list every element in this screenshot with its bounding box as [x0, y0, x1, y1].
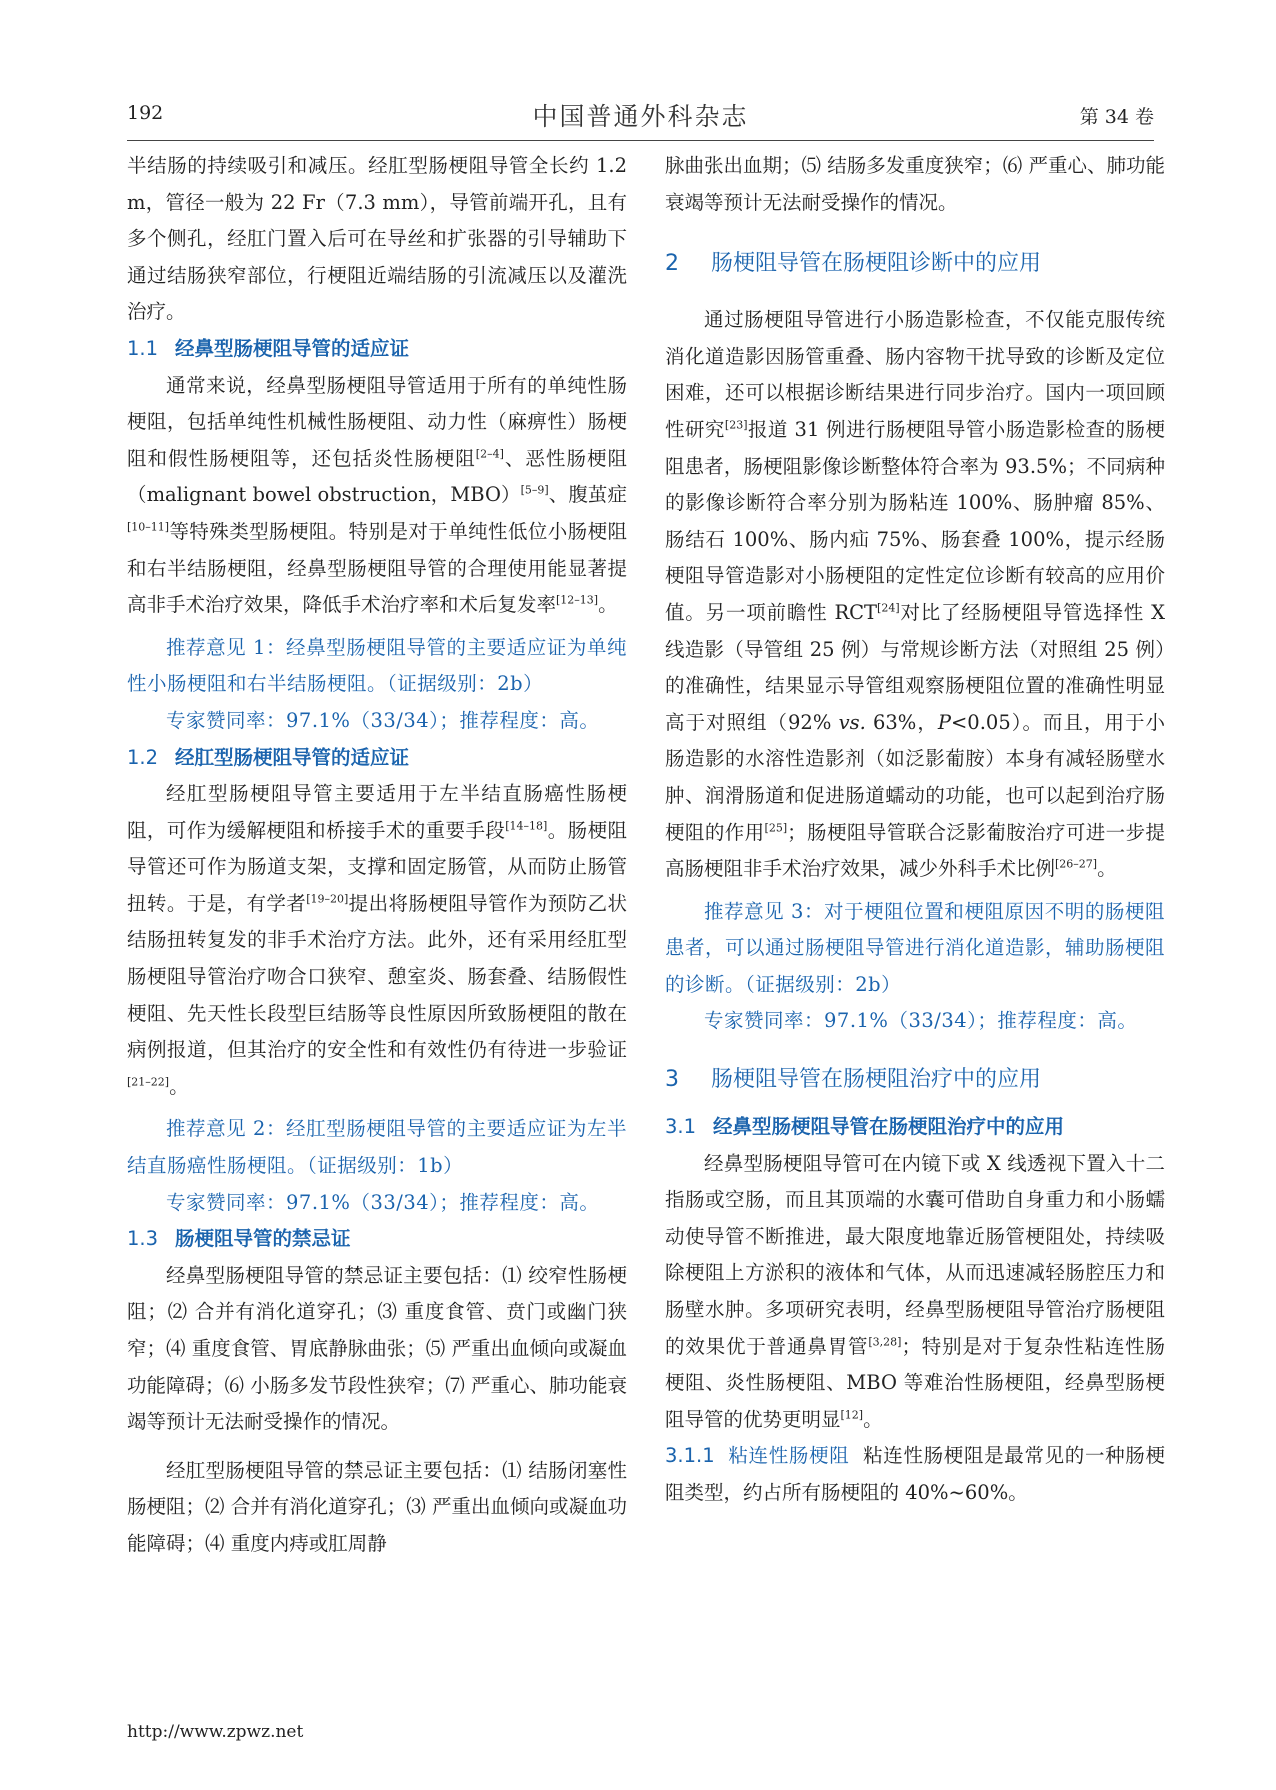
section-number: 3.1.1	[665, 1444, 715, 1468]
section-number: 1.1	[127, 336, 159, 360]
text-run: 。	[169, 1074, 189, 1098]
text-run: ；肠梗阻导管联合泛影葡胺治疗可进一步提高肠梗阻非手术治疗效果，减少外科手术比例	[665, 820, 1165, 881]
citation: [2–4]	[475, 447, 504, 461]
section-title: 经鼻型肠梗阻导管的适应证	[175, 336, 410, 360]
text-run: 。	[598, 593, 618, 617]
paragraph-continued: 脉曲张出血期；⑸ 结肠多发重度狭窄；⑹ 严重心、肺功能衰竭等预计无法耐受操作的情况。	[665, 154, 1165, 214]
recommendation-2-vote: 专家赞同率：97.1%（33/34）；推荐程度：高。	[166, 1190, 600, 1214]
paragraph	[665, 302, 1165, 888]
recommendation-2: 推荐意见 2：经肛型肠梗阻导管的主要适应证为左半结直肠癌性肠梗阻。（证据级别：1b）	[127, 1117, 627, 1178]
text-run: 。	[863, 1407, 883, 1431]
text-run: P	[937, 710, 951, 734]
text-run: 、腹茧症	[548, 483, 627, 507]
section-heading-1-2	[127, 740, 627, 777]
text-run: 报道 31 例进行肠梗阻导管小肠造影检查的肠梗阻患者，肠梗阻影像诊断整体符合率为 93.5%；不同病种的影像诊断符合率分别为肠粘连 100%、肠肿瘤 85%、肠结石 100%、肠内疝 75%、肠套叠 100%，提示经肠梗阻导管造影对小肠梗阻的定性定位诊断有较高的应用价值。另一项前瞻性 RCT	[665, 417, 1165, 624]
section-title: 肠梗阻导管的禁忌证	[175, 1227, 351, 1251]
running-header	[127, 102, 1154, 131]
right-column	[665, 148, 1165, 1512]
section-heading-3-1	[665, 1109, 1165, 1146]
text-run: 粘连性肠梗阻是最常见的一种肠梗阻类型，约占所有肠梗阻的 40%~60%。	[665, 1444, 1165, 1504]
citation: [3,28]	[868, 1334, 902, 1348]
subsection-paragraph-3-1-1	[665, 1438, 1165, 1511]
paragraph	[665, 1146, 1165, 1439]
section-heading-3	[665, 1062, 1165, 1093]
section-heading-2	[665, 246, 1165, 277]
text-run: 提出将肠梗阻导管作为预防乙状结肠扭转复发的非手术治疗方法。此外，还有采用经肛型肠梗阻导管治疗吻合口狭窄、憩室炎、肠套叠、结肠假性梗阻、先天性长段型巨结肠等良性原因所致肠梗阻的散在病例报道，但其治疗的安全性和有效性仍有待进一步验证	[127, 891, 627, 1062]
text-run: ；特别是对于复杂性粘连性肠梗阻、炎性肠梗阻、MBO 等难治性肠梗阻，经鼻型肠梗阻导管的优势更明显	[665, 1334, 1165, 1431]
section-title: 经肛型肠梗阻导管的适应证	[175, 745, 410, 769]
recommendation-3-vote: 专家赞同率：97.1%（33/34）；推荐程度：高。	[704, 1009, 1138, 1033]
section-number: 3	[665, 1067, 679, 1093]
text-run: 对比了经肠梗阻导管选择性 X 线造影（导管组 25 例）与常规诊断方法（对照组 25 例）的准确性，结果显示导管组观察肠梗阻位置的准确性明显高于对照组（92%	[665, 600, 1165, 734]
header-rule	[127, 140, 1154, 141]
citation: [19–20]	[306, 892, 349, 906]
text-run: 、恶性肠梗阻（malignant bowel obstruction，MBO）	[127, 446, 627, 507]
text-run: 63%，	[865, 710, 938, 734]
section-number: 2	[665, 251, 679, 277]
recommendation-1-vote: 专家赞同率：97.1%（33/34）；推荐程度：高。	[166, 708, 600, 732]
citation: [10–11]	[127, 520, 170, 534]
citation: [14–18]	[505, 819, 548, 832]
paragraph: 经肛型肠梗阻导管的禁忌证主要包括：⑴ 结肠闭塞性肠梗阻；⑵ 合并有消化道穿孔；⑶ 严重出血倾向或凝血功能障碍；⑷ 重度内痔或肛周静	[127, 1458, 627, 1555]
citation: [23]	[724, 418, 748, 432]
citation: [26–27]	[1055, 857, 1098, 871]
text-run: 通过肠梗阻导管进行小肠造影检查，不仅能克服传统消化道造影因肠管重叠、肠内容物干扰导致的诊断及定位困难，还可以根据诊断结果进行同步治疗。国内一项回顾性研究	[665, 308, 1165, 441]
section-title: 经鼻型肠梗阻导管在肠梗阻治疗中的应用	[713, 1115, 1065, 1139]
left-column	[127, 148, 627, 1563]
text-run: 经肛型肠梗阻导管主要适用于左半结直肠癌性肠梗阻，可作为缓解梗阻和桥接手术的重要手段	[127, 782, 627, 842]
paragraph-continued: 半结肠的持续吸引和减压。经肛型肠梗阻导管全长约 1.2 m，管径一般为 22 Fr（7.3 mm），导管前端开孔，且有多个侧孔，经肛门置入后可在导丝和扩张器的引导辅助下通过结肠狭窄部位，行梗阻近端结肠的引流减压以及灌洗治疗。	[127, 154, 627, 324]
page-number: 192	[127, 102, 164, 124]
section-title: 肠梗阻导管在肠梗阻治疗中的应用	[711, 1067, 1042, 1093]
journal-title: 中国普通外科杂志	[532, 102, 749, 131]
paragraph	[127, 776, 627, 1105]
section-title: 肠梗阻导管在肠梗阻诊断中的应用	[711, 251, 1042, 277]
section-title: 粘连性肠梗阻	[728, 1444, 850, 1468]
paragraph	[127, 368, 627, 624]
text-run: 等特殊类型肠梗阻。特别是对于单纯性低位小肠梗阻和右半结肠梗阻，经鼻型肠梗阻导管的合理使用能显著提高非手术治疗效果，降低手术治疗率和术后复发率	[127, 519, 627, 617]
section-heading-1-1	[127, 331, 627, 368]
section-number: 1.3	[127, 1227, 159, 1251]
volume-label: 第 34 卷	[1079, 106, 1154, 128]
text-run: 经鼻型肠梗阻导管可在内镜下或 X 线透视下置入十二指肠或空肠，而且其顶端的水囊可借助自身重力和小肠蠕动使导管不断推进，最大限度地靠近肠管梗阻处，持续吸除梗阻上方淤积的液体和气体，从而迅速减轻肠腔压力和肠壁水肿。多项研究表明，经鼻型肠梗阻导管治疗肠梗阻的效果优于普通鼻胃管	[665, 1151, 1165, 1358]
text-run: 通常来说，经鼻型肠梗阻导管适用于所有的单纯性肠梗阻，包括单纯性机械性肠梗阻、动力性（麻痹性）肠梗阻和假性肠梗阻等，还包括炎性肠梗阻	[127, 373, 627, 470]
text-run: vs.	[838, 710, 866, 734]
paragraph: 经鼻型肠梗阻导管的禁忌证主要包括：⑴ 绞窄性肠梗阻；⑵ 合并有消化道穿孔；⑶ 重度食管、贲门或幽门狭窄；⑷ 重度食管、胃底静脉曲张；⑸ 严重出血倾向或凝血功能障碍；⑹ 小肠多发节段性狭窄；⑺ 严重心、肺功能衰竭等预计无法耐受操作的情况。	[127, 1263, 627, 1434]
citation: [24]	[877, 601, 900, 615]
recommendation-3: 推荐意见 3：对于梗阻位置和梗阻原因不明的肠梗阻患者，可以通过肠梗阻导管进行消化道造影，辅助肠梗阻的诊断。（证据级别：2b）	[665, 899, 1166, 996]
text-run: <0.05）。而且，用于小肠造影的水溶性造影剂（如泛影葡胺）本身有减轻肠壁水肿、润滑肠道和促进肠道蠕动的功能，也可以起到治疗肠梗阻的作用	[665, 710, 1165, 844]
section-number: 1.2	[127, 745, 159, 769]
text-run: 。	[1097, 857, 1117, 881]
citation: [12]	[840, 1408, 864, 1422]
footer-url: http://www.zpwz.net	[127, 1722, 304, 1742]
citation: [12–13]	[556, 593, 599, 607]
recommendation-1: 推荐意见 1：经鼻型肠梗阻导管的主要适应证为单纯性小肠梗阻和右半结肠梗阻。（证据级别：2b）	[127, 635, 627, 696]
citation: [21–22]	[127, 1075, 170, 1089]
section-number: 3.1	[665, 1115, 697, 1139]
citation: [25]	[764, 820, 788, 834]
citation: [5–9]	[520, 483, 549, 497]
text-run: 。肠梗阻导管还可作为肠道支架，支撑和固定肠管，从而防止肠管扭转。于是，有学者	[127, 818, 627, 915]
section-heading-1-3	[127, 1221, 627, 1258]
